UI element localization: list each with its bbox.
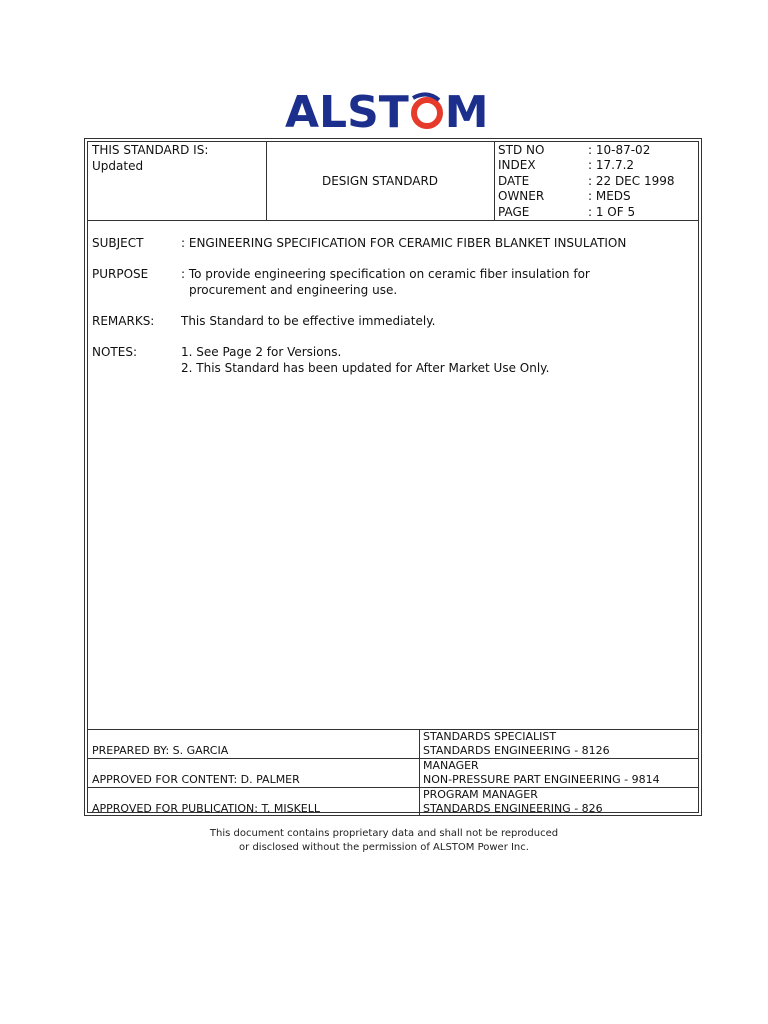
publication-title: PROGRAM MANAGER	[423, 788, 538, 801]
prepared-dept: STANDARDS ENGINEERING - 8126	[423, 744, 610, 757]
disclaimer	[0, 827, 768, 855]
approved-publication: APPROVED FOR PUBLICATION: T. MISKELL	[92, 802, 321, 815]
content-title: MANAGER	[423, 759, 479, 772]
remarks-label: REMARKS:	[92, 314, 155, 328]
meta-label-index: INDEX	[498, 158, 536, 172]
alstom-logo	[285, 87, 500, 138]
standard-frame-inner	[87, 141, 699, 813]
footer-divider	[419, 730, 420, 759]
logo-text-start: ALST	[285, 87, 409, 138]
prepared-by: PREPARED BY: S. GARCIA	[92, 744, 229, 757]
meta-label-page: PAGE	[498, 205, 530, 219]
logo-text-end: M	[444, 87, 489, 138]
disclaimer-line-2: or disclosed without the permission of ALSTOM Power Inc.	[239, 842, 529, 853]
meta-label-date: DATE	[498, 174, 530, 188]
header-row	[88, 142, 698, 221]
meta-value-owner: : MEDS	[588, 189, 631, 203]
status-value: Updated	[92, 159, 144, 173]
logo-o-icon	[409, 92, 445, 130]
doc-type-cell	[266, 142, 495, 220]
subject-text: : ENGINEERING SPECIFICATION FOR CERAMIC FIBER BLANKET INSULATION	[181, 236, 627, 250]
purpose-text-line1: : To provide engineering specification on ceramic fiber insulation for	[181, 267, 590, 281]
disclaimer-line-1: This document contains proprietary data and shall not be reproduced	[209, 828, 559, 839]
content-dept: NON-PRESSURE PART ENGINEERING - 9814	[423, 773, 660, 786]
meta-value-date: : 22 DEC 1998	[588, 174, 675, 188]
approved-content: APPROVED FOR CONTENT: D. PALMER	[92, 773, 300, 786]
purpose-text-line2: procurement and engineering use.	[189, 283, 398, 297]
meta-value-index: : 17.7.2	[588, 158, 635, 172]
subject-label: SUBJECT	[92, 236, 144, 250]
footer-divider	[419, 788, 420, 815]
meta-label-owner: OWNER	[498, 189, 545, 203]
meta-cell	[494, 142, 698, 220]
prepared-title: STANDARDS SPECIALIST	[423, 730, 557, 743]
meta-value-std-no: : 10-87-02	[588, 143, 651, 157]
publication-dept: STANDARDS ENGINEERING - 826	[423, 802, 603, 815]
standard-frame	[84, 138, 702, 816]
status-cell	[88, 142, 267, 220]
note-item-2: 2. This Standard has been updated for After Market Use Only.	[181, 361, 550, 375]
footer-row-publication	[88, 787, 698, 815]
doc-type: DESIGN STANDARD	[321, 174, 439, 188]
meta-label-std-no: STD NO	[498, 143, 545, 157]
notes-label: NOTES:	[92, 345, 137, 359]
footer-divider	[419, 759, 420, 788]
footer-row-prepared	[88, 729, 698, 759]
meta-value-page: : 1 OF 5	[588, 205, 636, 219]
status-label: THIS STANDARD IS:	[92, 143, 209, 157]
remarks-text: This Standard to be effective immediately.	[181, 314, 436, 328]
purpose-label: PURPOSE	[92, 267, 149, 281]
note-item-1: 1. See Page 2 for Versions.	[181, 345, 342, 359]
footer-row-content	[88, 758, 698, 788]
